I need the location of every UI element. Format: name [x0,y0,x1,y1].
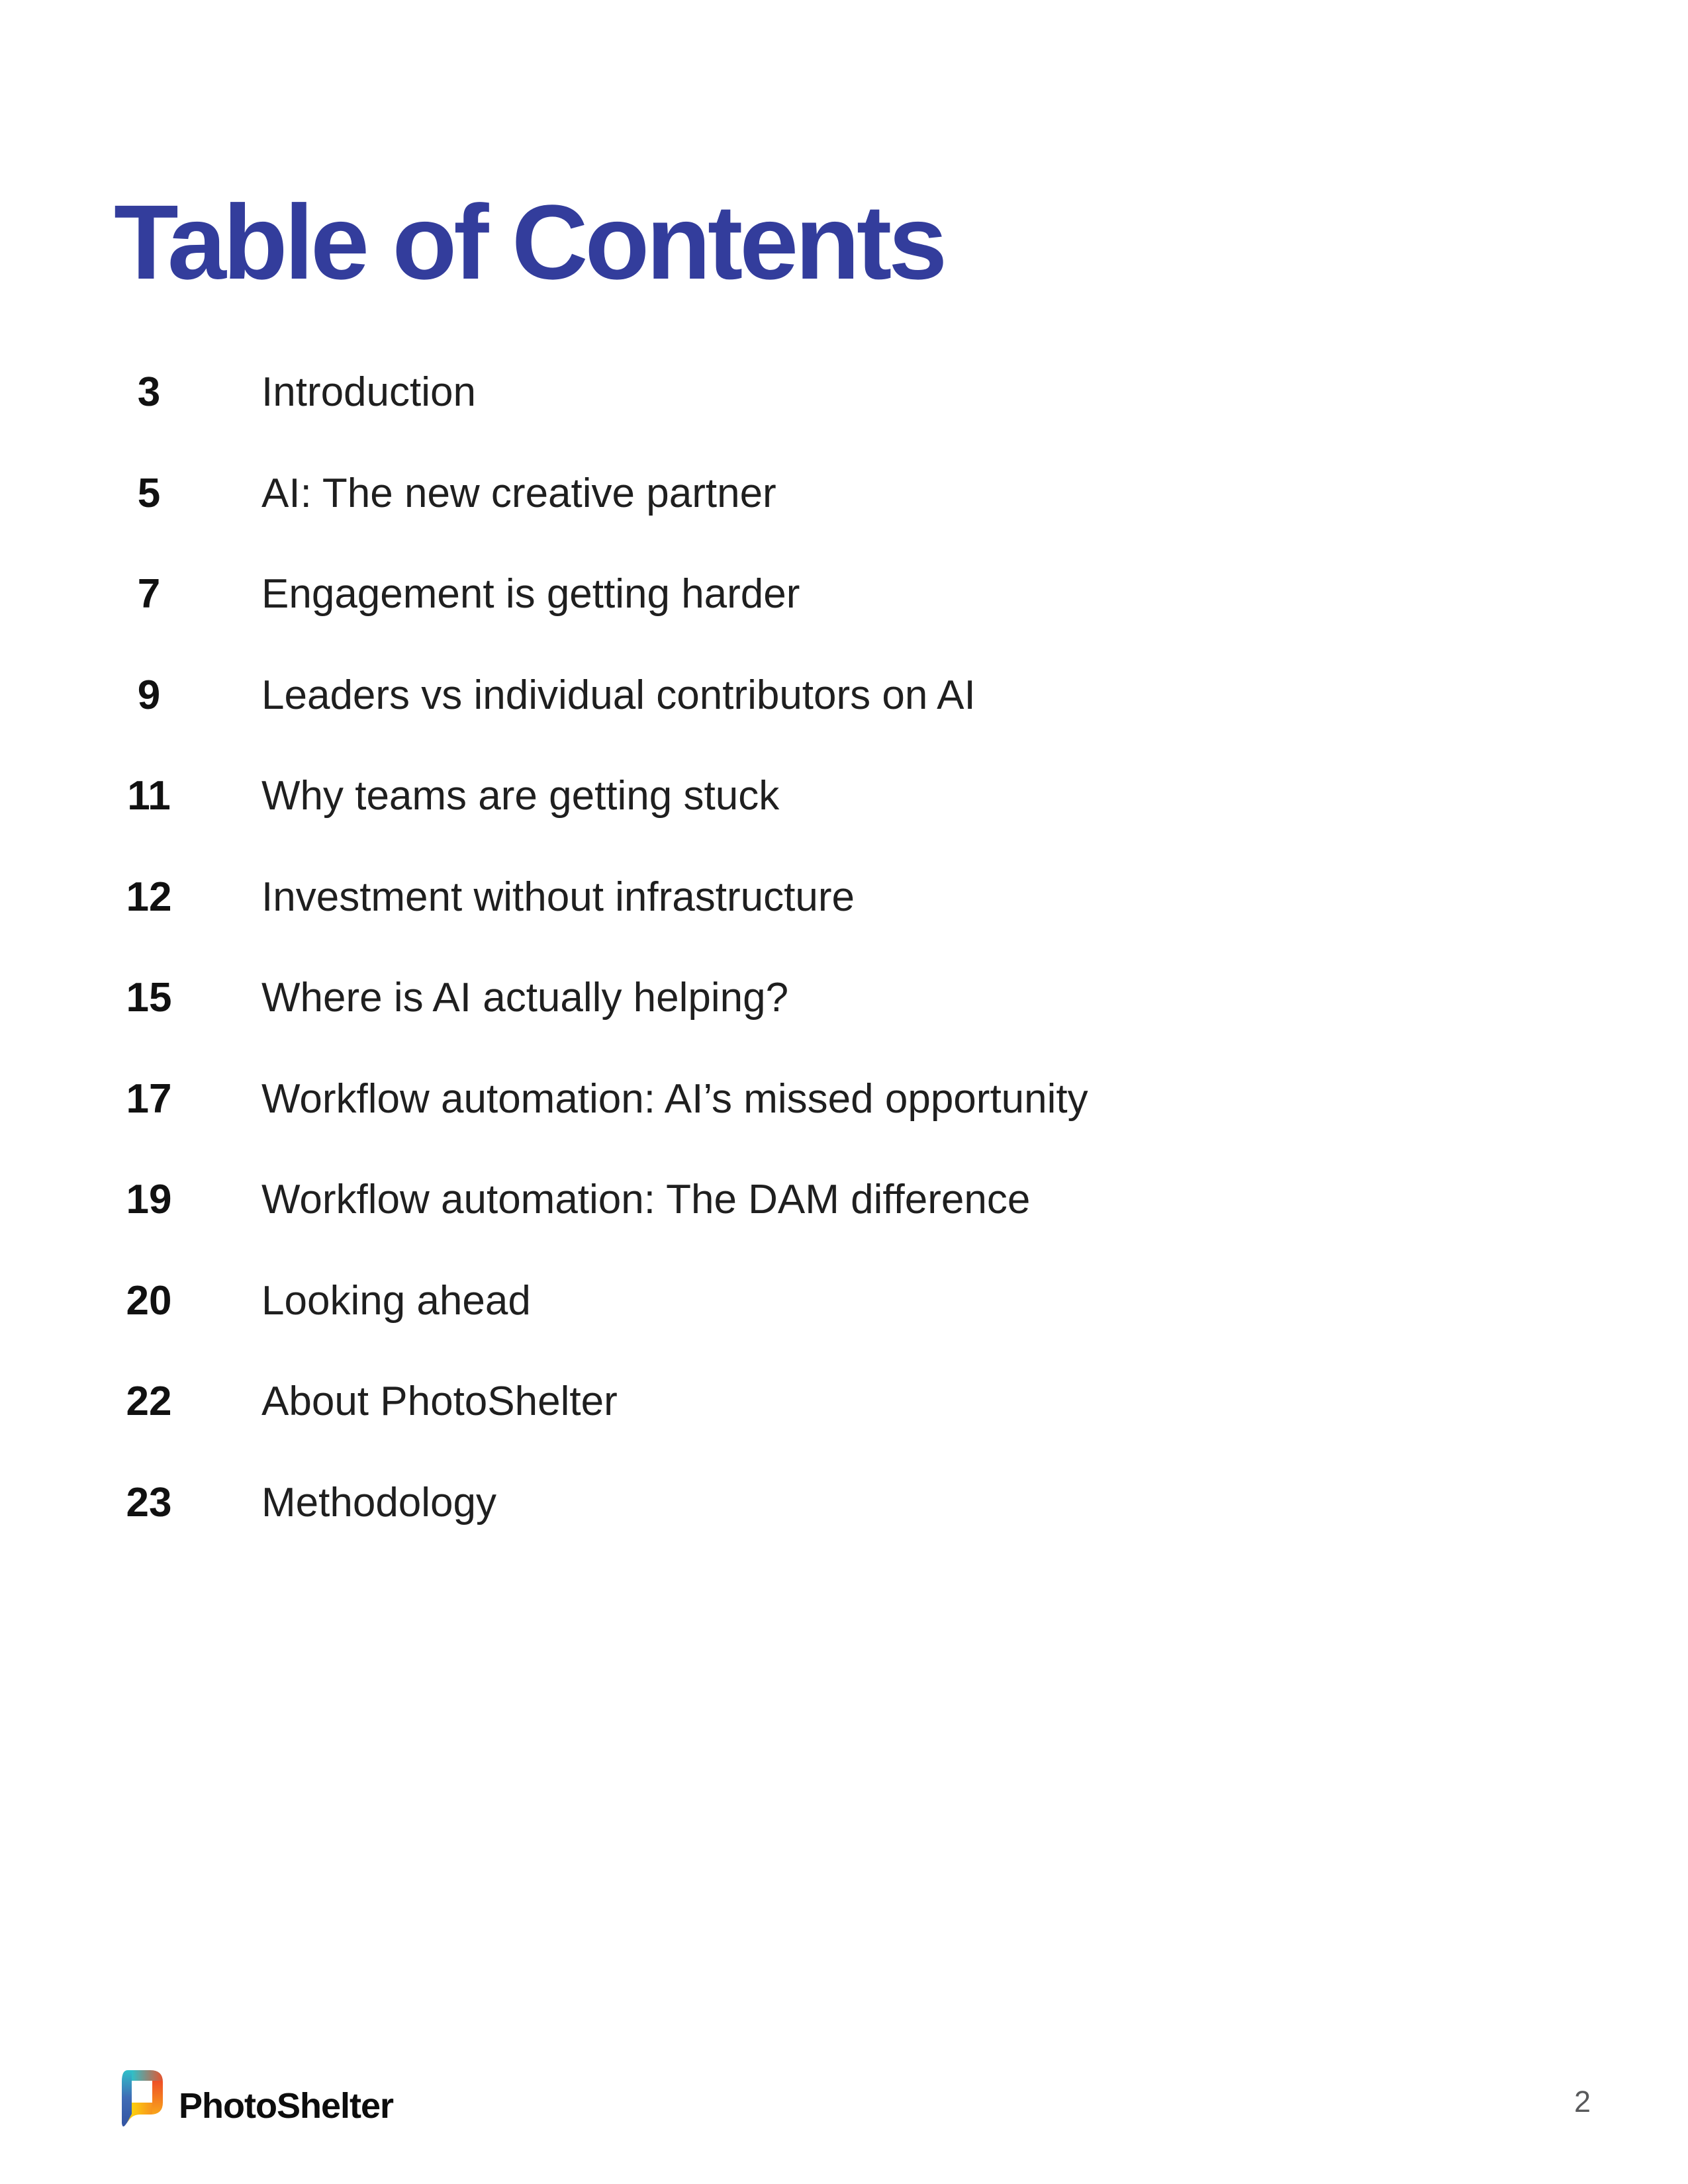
toc-entry-page-number: 7 [137,571,161,617]
toc-entry [99,1178,1489,1279]
toc-entry [99,371,1489,472]
toc-entry-title: Where is AI actually helping? [261,975,789,1021]
toc-entry-page-number: 23 [126,1479,172,1525]
toc-entry-title: AI: The new creative partner [261,470,776,516]
toc-entry-title: Looking ahead [261,1277,531,1324]
toc-entry [99,674,1489,775]
toc-entry-title: Why teams are getting stuck [261,773,780,819]
toc-entry-title: Introduction [261,369,476,415]
toc-entry-title: About PhotoShelter [261,1379,618,1424]
toc-entry [99,1481,1489,1582]
toc-entry-title: Workflow automation: The DAM difference [261,1177,1031,1222]
toc-entry-page-number: 9 [137,672,161,718]
toc-entry [99,572,1489,674]
toc-entry [99,1077,1489,1179]
photoshelter-logo-icon [118,2070,164,2131]
table-of-contents [99,371,1489,1582]
toc-entry-title: Investment without infrastructure [261,874,855,920]
photoshelter-logo-text: PhotoShelter [179,2086,394,2126]
toc-entry-title: Leaders vs individual contributors on AI [261,672,976,718]
toc-entry-page-number: 3 [137,369,161,415]
toc-entry-page-number: 12 [126,874,172,920]
page-number: 2 [1574,2085,1591,2118]
toc-entry [99,472,1489,573]
toc-entry-page-number: 11 [127,773,171,819]
toc-entry [99,1380,1489,1481]
toc-entry [99,1279,1489,1381]
toc-entry [99,976,1489,1077]
toc-entry-title: Workflow automation: AI’s missed opportunity [261,1075,1088,1122]
toc-entry-page-number: 15 [126,975,172,1021]
page-title: Table of Contents [114,183,945,301]
toc-entry-page-number: 20 [126,1277,172,1324]
toc-entry-title: Methodology [261,1479,497,1525]
toc-entry-page-number: 17 [126,1075,172,1122]
toc-entry-page-number: 19 [126,1177,172,1222]
toc-entry-page-number: 5 [137,470,161,516]
photoshelter-logo [118,2070,393,2131]
toc-entry-title: Engagement is getting harder [261,571,800,617]
toc-entry-page-number: 22 [126,1379,172,1424]
toc-entry [99,774,1489,876]
toc-entry [99,876,1489,977]
